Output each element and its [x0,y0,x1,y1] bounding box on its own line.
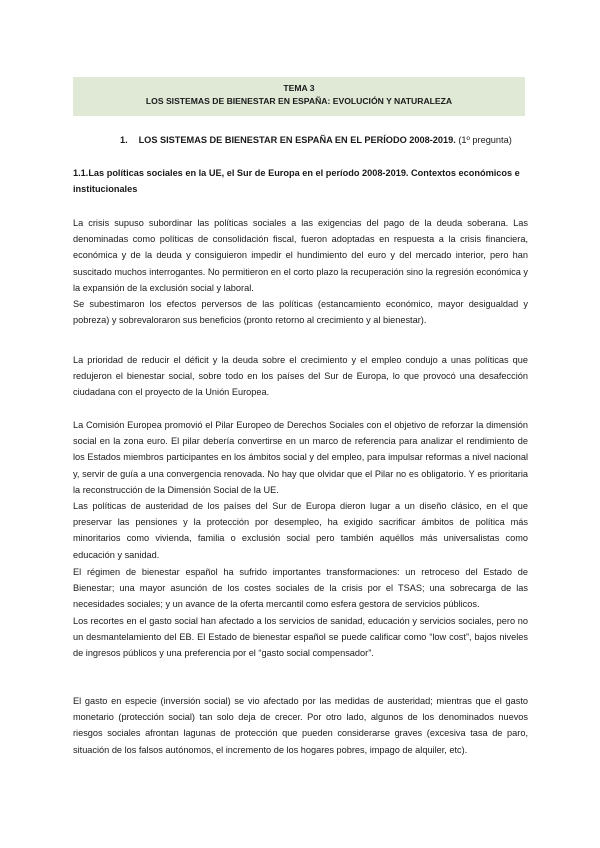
paragraph: La Comisión Europea promovió el Pilar Europeo de Derechos Sociales con el objetivo de reforzar la dimensión social en la zona euro. El pilar debería convertirse en un marco de referencia para analizar el rendimiento de los Estados miembros participantes en los ámbitos social y del empleo, para impulsar reformas a nivel nacional y, servir de guía a una convergencia renovada. No hay que olvidar que el Pilar no es obligatorio. Y es prioritaria la reconstrucción de la Dimensión Social de la UE. [73,420,528,495]
paragraph-block-1 [73,215,528,328]
paragraph: Se subestimaron los efectos perversos de las políticas (estancamiento económico, mayor desigualdad y pobreza) y sobrevaloraron sus beneficios (pronto retorno al crecimiento y al bienestar). [73,299,528,326]
section-title: LOS SISTEMAS DE BIENESTAR EN ESPAÑA EN EL PERÍODO 2008-2019. [138,135,456,145]
section-note: (1º pregunta) [458,135,512,145]
title-line-2: LOS SISTEMAS DE BIENESTAR EN ESPAÑA: EVOLUCIÓN Y NATURALEZA [145,96,453,106]
paragraph-block-4 [73,564,528,661]
paragraph-block-3 [73,417,528,563]
subsection-heading: 1.1.Las políticas sociales en la UE, el Sur de Europa en el período 2008-2019. Contextos económicos e institucionales [73,168,520,194]
title-line-1: TEMA 3 [283,83,315,93]
paragraph: La crisis supuso subordinar las políticas sociales a las exigencias del pago de la deuda soberana. Las denominadas como políticas de consolidación fiscal, fueron adoptadas en respuesta a la crisis financiera, económica y de la deuda y consiguieron impedir el hundimiento del euro y del mercado interior, pero han suscitado muchos interrogantes. No permitieron en el corto plazo la recuperación sino la regresión económica y la expansión de la exclusión social y laboral. [73,218,528,293]
title-box [73,77,525,116]
paragraph: Los recortes en el gasto social han afectado a los servicios de sanidad, educación y servicios sociales, pero no un desmantelamiento del EB. El Estado de bienestar español se puede calificar como “low cost”, bajos niveles de ingresos públicos y una preferencia por el “gasto social compensador”. [73,615,528,659]
paragraph-block-5 [73,693,528,758]
paragraph: El gasto en especie (inversión social) se vio afectado por las medidas de austeridad; mientras que el gasto monetario (protección social) tan solo deja de crecer. Por otro lado, algunos de los denominados nuevos riesgos sociales afrontan lagunas de protección que pueden considerarse graves (excesiva tasa de paro, situación de los falsos autónomos, el incremento de los hogares pobres, impago de alquiler, etc). [73,696,528,755]
section-heading [120,134,540,147]
paragraph-block-2 [73,352,528,401]
paragraph: El régimen de bienestar español ha sufrido importantes transformaciones: un retroceso del Estado de Bienestar; una mayor asunción de los costes sociales de la crisis por el TSAS; una sobrecarga de las necesidades sociales; y un avance de la oferta mercantil como esfera gestora de servicios públicos. [73,567,528,610]
section-number: 1. [120,135,128,145]
paragraph: La prioridad de reducir el déficit y la deuda sobre el crecimiento y el empleo condujo a unas políticas que redujeron el bienestar social, sobre todo en los países del Sur de Europa, lo que provocó una desafección ciudadana con el proyecto de la Unión Europea. [73,355,528,398]
paragraph: Las políticas de austeridad de los países del Sur de Europa dieron lugar a un diseño clásico, en el que preservar las pensiones y la protección por desempleo, ha exigido sacrificar ámbitos de política más minoritarios como vivienda, familia o exclusión social pero también aquéllos más universalistas como educación y sanidad. [73,501,528,560]
